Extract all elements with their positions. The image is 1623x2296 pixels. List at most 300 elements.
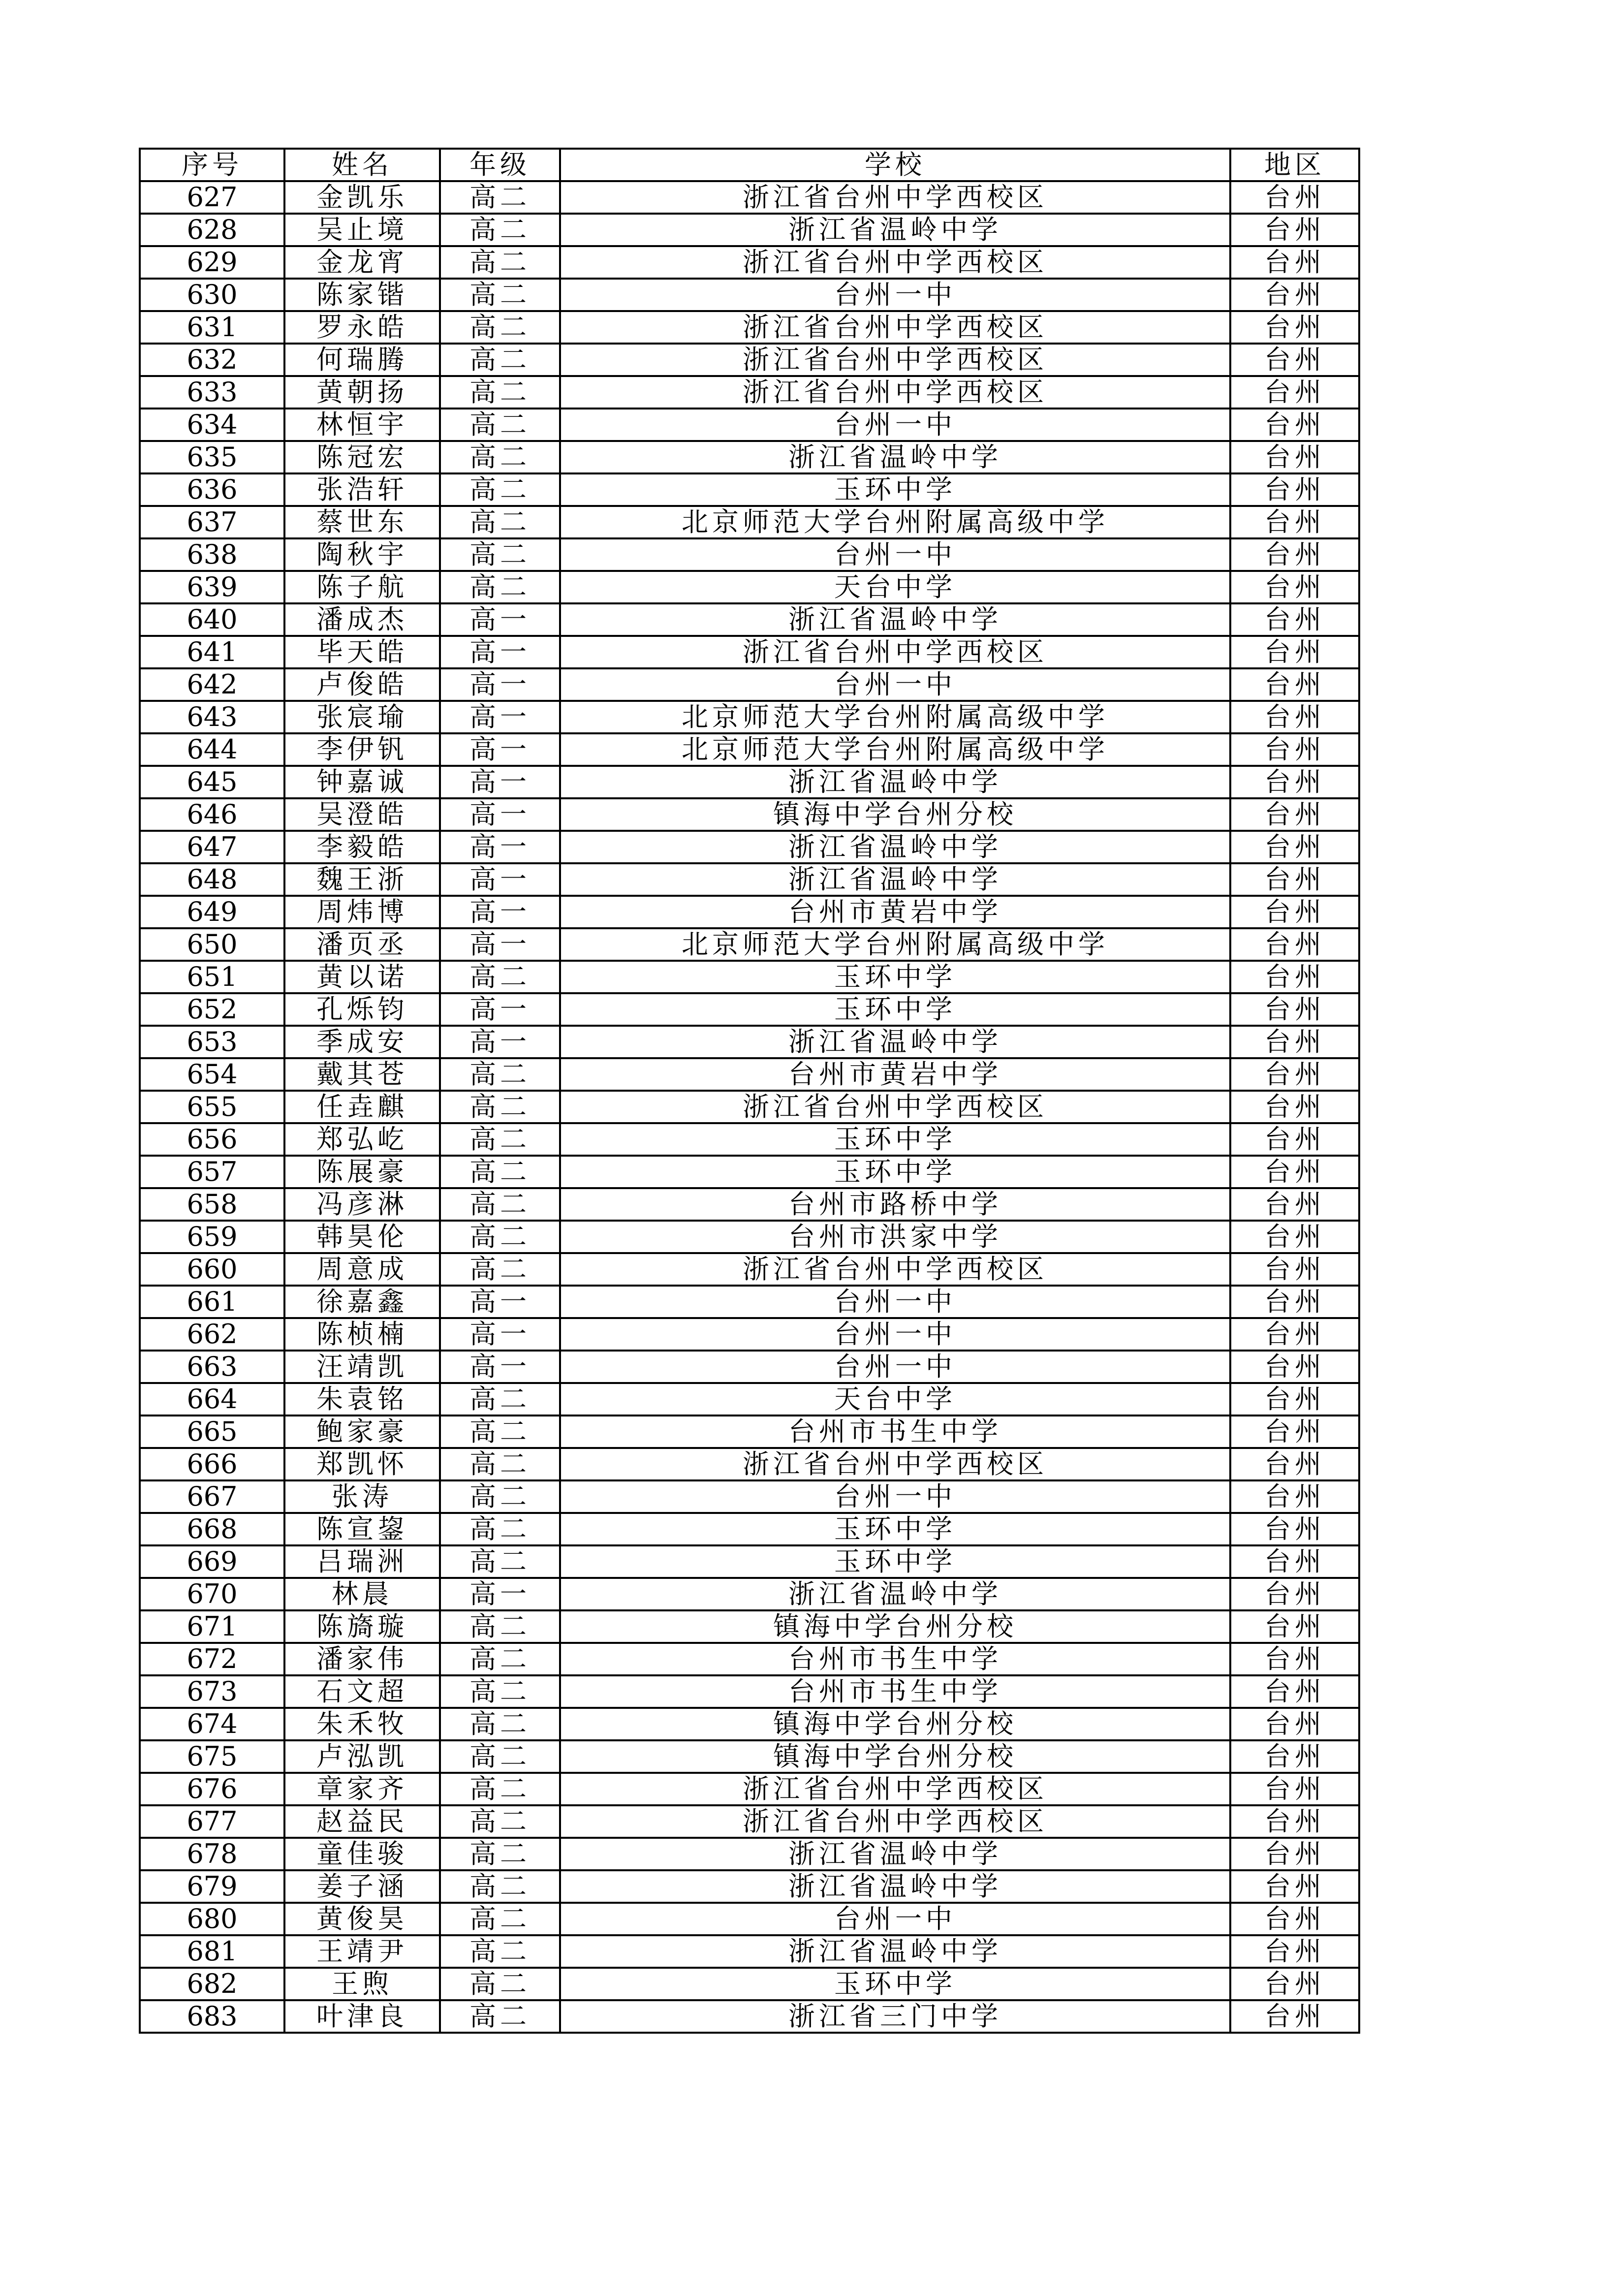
cell-region: 台州 <box>1230 2000 1359 2033</box>
cell-grade: 高二 <box>440 1480 560 1513</box>
cell-school: 浙江省三门中学 <box>560 2000 1230 2033</box>
cell-region: 台州 <box>1230 1513 1359 1545</box>
cell-school: 玉环中学 <box>560 1513 1230 1545</box>
table-body <box>140 181 1359 2033</box>
student-list-table <box>139 148 1360 2034</box>
cell-grade: 高一 <box>440 863 560 896</box>
table-row <box>140 214 1359 246</box>
cell-name: 童佳骏 <box>284 1838 440 1870</box>
table-row <box>140 766 1359 798</box>
table-row <box>140 311 1359 344</box>
table-row <box>140 928 1359 961</box>
cell-region: 台州 <box>1230 603 1359 636</box>
cell-grade: 高一 <box>440 798 560 831</box>
cell-grade: 高一 <box>440 1026 560 1058</box>
table-row <box>140 1415 1359 1448</box>
cell-grade: 高一 <box>440 1578 560 1610</box>
table-row <box>140 1058 1359 1091</box>
cell-school: 台州市书生中学 <box>560 1643 1230 1675</box>
cell-region: 台州 <box>1230 1545 1359 1578</box>
cell-region: 台州 <box>1230 344 1359 376</box>
cell-name: 黄以诺 <box>284 961 440 993</box>
cell-no: 640 <box>140 603 284 636</box>
table-row <box>140 1610 1359 1643</box>
table-row <box>140 1838 1359 1870</box>
cell-region: 台州 <box>1230 311 1359 344</box>
cell-grade: 高二 <box>440 1123 560 1156</box>
table-row <box>140 246 1359 279</box>
cell-name: 任垚麒 <box>284 1091 440 1123</box>
cell-name: 陈冠宏 <box>284 441 440 473</box>
cell-school: 玉环中学 <box>560 1123 1230 1156</box>
cell-grade: 高一 <box>440 993 560 1026</box>
cell-name: 金凯乐 <box>284 181 440 214</box>
cell-no: 652 <box>140 993 284 1026</box>
cell-region: 台州 <box>1230 733 1359 766</box>
cell-region: 台州 <box>1230 1610 1359 1643</box>
cell-grade: 高一 <box>440 1286 560 1318</box>
table-row <box>140 571 1359 603</box>
table-row <box>140 1643 1359 1675</box>
table-row <box>140 376 1359 409</box>
cell-name: 黄朝扬 <box>284 376 440 409</box>
cell-name: 潘页丞 <box>284 928 440 961</box>
cell-region: 台州 <box>1230 538 1359 571</box>
cell-no: 646 <box>140 798 284 831</box>
cell-no: 635 <box>140 441 284 473</box>
cell-region: 台州 <box>1230 473 1359 506</box>
cell-name: 陈子航 <box>284 571 440 603</box>
table-row <box>140 1286 1359 1318</box>
table-row <box>140 441 1359 473</box>
cell-name: 蔡世东 <box>284 506 440 538</box>
cell-school: 浙江省温岭中学 <box>560 766 1230 798</box>
cell-school: 浙江省台州中学西校区 <box>560 311 1230 344</box>
cell-name: 韩昊伦 <box>284 1221 440 1253</box>
cell-name: 叶津良 <box>284 2000 440 2033</box>
cell-region: 台州 <box>1230 1383 1359 1415</box>
table-row <box>140 1545 1359 1578</box>
cell-no: 648 <box>140 863 284 896</box>
cell-school: 浙江省温岭中学 <box>560 1578 1230 1610</box>
table-row <box>140 668 1359 701</box>
cell-no: 637 <box>140 506 284 538</box>
cell-grade: 高一 <box>440 831 560 863</box>
cell-name: 钟嘉诚 <box>284 766 440 798</box>
cell-region: 台州 <box>1230 506 1359 538</box>
cell-name: 王煦 <box>284 1968 440 2000</box>
cell-region: 台州 <box>1230 1415 1359 1448</box>
cell-school: 浙江省温岭中学 <box>560 214 1230 246</box>
cell-no: 647 <box>140 831 284 863</box>
table-row <box>140 1513 1359 1545</box>
cell-grade: 高一 <box>440 701 560 733</box>
cell-no: 642 <box>140 668 284 701</box>
cell-school: 浙江省台州中学西校区 <box>560 246 1230 279</box>
cell-grade: 高二 <box>440 1415 560 1448</box>
header-region: 地区 <box>1230 149 1359 181</box>
cell-school: 台州一中 <box>560 279 1230 311</box>
cell-grade: 高二 <box>440 311 560 344</box>
cell-name: 潘成杰 <box>284 603 440 636</box>
cell-grade: 高一 <box>440 733 560 766</box>
cell-grade: 高二 <box>440 246 560 279</box>
cell-no: 634 <box>140 409 284 441</box>
cell-grade: 高二 <box>440 344 560 376</box>
cell-grade: 高二 <box>440 506 560 538</box>
cell-school: 北京师范大学台州附属高级中学 <box>560 928 1230 961</box>
cell-region: 台州 <box>1230 571 1359 603</box>
cell-no: 650 <box>140 928 284 961</box>
table-row <box>140 1188 1359 1221</box>
table-row <box>140 636 1359 668</box>
cell-region: 台州 <box>1230 1351 1359 1383</box>
cell-grade: 高二 <box>440 1740 560 1773</box>
cell-no: 671 <box>140 1610 284 1643</box>
cell-region: 台州 <box>1230 279 1359 311</box>
cell-school: 台州一中 <box>560 668 1230 701</box>
cell-name: 李伊钒 <box>284 733 440 766</box>
cell-grade: 高二 <box>440 473 560 506</box>
cell-no: 654 <box>140 1058 284 1091</box>
cell-region: 台州 <box>1230 798 1359 831</box>
cell-region: 台州 <box>1230 214 1359 246</box>
cell-school: 浙江省温岭中学 <box>560 1838 1230 1870</box>
cell-region: 台州 <box>1230 928 1359 961</box>
cell-grade: 高二 <box>440 409 560 441</box>
cell-grade: 高二 <box>440 1610 560 1643</box>
cell-grade: 高二 <box>440 214 560 246</box>
table-row <box>140 1773 1359 1805</box>
cell-region: 台州 <box>1230 863 1359 896</box>
cell-region: 台州 <box>1230 1968 1359 2000</box>
cell-no: 629 <box>140 246 284 279</box>
cell-region: 台州 <box>1230 1870 1359 1903</box>
cell-grade: 高二 <box>440 1805 560 1838</box>
cell-school: 玉环中学 <box>560 473 1230 506</box>
table-row <box>140 409 1359 441</box>
cell-no: 644 <box>140 733 284 766</box>
cell-region: 台州 <box>1230 1286 1359 1318</box>
cell-school: 北京师范大学台州附属高级中学 <box>560 701 1230 733</box>
cell-school: 浙江省台州中学西校区 <box>560 1805 1230 1838</box>
cell-region: 台州 <box>1230 1156 1359 1188</box>
cell-no: 645 <box>140 766 284 798</box>
cell-grade: 高二 <box>440 1675 560 1708</box>
cell-school: 台州市书生中学 <box>560 1415 1230 1448</box>
table-row <box>140 279 1359 311</box>
cell-no: 633 <box>140 376 284 409</box>
cell-region: 台州 <box>1230 1448 1359 1480</box>
cell-no: 675 <box>140 1740 284 1773</box>
table-row <box>140 506 1359 538</box>
cell-school: 天台中学 <box>560 1383 1230 1415</box>
cell-school: 台州一中 <box>560 1351 1230 1383</box>
cell-no: 661 <box>140 1286 284 1318</box>
cell-name: 林晨 <box>284 1578 440 1610</box>
cell-name: 鲍家豪 <box>284 1415 440 1448</box>
cell-school: 北京师范大学台州附属高级中学 <box>560 506 1230 538</box>
cell-region: 台州 <box>1230 896 1359 928</box>
cell-name: 陶秋宇 <box>284 538 440 571</box>
cell-no: 674 <box>140 1708 284 1740</box>
table-row <box>140 1578 1359 1610</box>
cell-name: 郑弘屹 <box>284 1123 440 1156</box>
cell-name: 朱禾牧 <box>284 1708 440 1740</box>
cell-name: 吴止境 <box>284 214 440 246</box>
cell-no: 658 <box>140 1188 284 1221</box>
cell-no: 636 <box>140 473 284 506</box>
cell-no: 669 <box>140 1545 284 1578</box>
cell-no: 639 <box>140 571 284 603</box>
table-row <box>140 1708 1359 1740</box>
cell-school: 台州市书生中学 <box>560 1675 1230 1708</box>
table-row <box>140 1740 1359 1773</box>
cell-no: 677 <box>140 1805 284 1838</box>
cell-school: 镇海中学台州分校 <box>560 1610 1230 1643</box>
cell-region: 台州 <box>1230 1221 1359 1253</box>
cell-name: 卢俊皓 <box>284 668 440 701</box>
cell-no: 657 <box>140 1156 284 1188</box>
cell-name: 陈旖璇 <box>284 1610 440 1643</box>
cell-name: 冯彦淋 <box>284 1188 440 1221</box>
cell-name: 陈家锴 <box>284 279 440 311</box>
table-row <box>140 1221 1359 1253</box>
cell-grade: 高二 <box>440 1643 560 1675</box>
cell-name: 周炜博 <box>284 896 440 928</box>
cell-no: 676 <box>140 1773 284 1805</box>
cell-grade: 高二 <box>440 1870 560 1903</box>
cell-no: 643 <box>140 701 284 733</box>
cell-grade: 高二 <box>440 1221 560 1253</box>
cell-region: 台州 <box>1230 831 1359 863</box>
cell-name: 陈展豪 <box>284 1156 440 1188</box>
table-row <box>140 1805 1359 1838</box>
cell-name: 王靖尹 <box>284 1935 440 1968</box>
cell-grade: 高二 <box>440 1156 560 1188</box>
cell-grade: 高二 <box>440 1838 560 1870</box>
cell-region: 台州 <box>1230 1253 1359 1286</box>
table-row <box>140 1351 1359 1383</box>
cell-grade: 高二 <box>440 1188 560 1221</box>
table-row <box>140 896 1359 928</box>
cell-grade: 高二 <box>440 1448 560 1480</box>
cell-no: 681 <box>140 1935 284 1968</box>
table-row <box>140 1123 1359 1156</box>
cell-region: 台州 <box>1230 1935 1359 1968</box>
cell-no: 631 <box>140 311 284 344</box>
table-row <box>140 1675 1359 1708</box>
cell-region: 台州 <box>1230 1643 1359 1675</box>
cell-school: 天台中学 <box>560 571 1230 603</box>
cell-name: 戴其苍 <box>284 1058 440 1091</box>
cell-school: 镇海中学台州分校 <box>560 1740 1230 1773</box>
cell-name: 卢泓凯 <box>284 1740 440 1773</box>
cell-school: 镇海中学台州分校 <box>560 798 1230 831</box>
table-row <box>140 1870 1359 1903</box>
cell-no: 630 <box>140 279 284 311</box>
cell-region: 台州 <box>1230 1773 1359 1805</box>
cell-name: 潘家伟 <box>284 1643 440 1675</box>
cell-no: 678 <box>140 1838 284 1870</box>
cell-region: 台州 <box>1230 668 1359 701</box>
cell-grade: 高二 <box>440 1968 560 2000</box>
table-row <box>140 798 1359 831</box>
cell-school: 台州一中 <box>560 1480 1230 1513</box>
cell-school: 台州一中 <box>560 538 1230 571</box>
cell-school: 玉环中学 <box>560 993 1230 1026</box>
cell-region: 台州 <box>1230 246 1359 279</box>
cell-school: 台州一中 <box>560 1318 1230 1351</box>
cell-region: 台州 <box>1230 993 1359 1026</box>
cell-region: 台州 <box>1230 1188 1359 1221</box>
cell-name: 姜子涵 <box>284 1870 440 1903</box>
cell-no: 679 <box>140 1870 284 1903</box>
cell-grade: 高一 <box>440 928 560 961</box>
cell-school: 台州市洪家中学 <box>560 1221 1230 1253</box>
table-row <box>140 701 1359 733</box>
cell-name: 汪靖凯 <box>284 1351 440 1383</box>
cell-name: 石文超 <box>284 1675 440 1708</box>
cell-name: 赵益民 <box>284 1805 440 1838</box>
cell-name: 何瑞腾 <box>284 344 440 376</box>
cell-name: 吕瑞洲 <box>284 1545 440 1578</box>
cell-region: 台州 <box>1230 1578 1359 1610</box>
table-row <box>140 344 1359 376</box>
cell-school: 台州市黄岩中学 <box>560 896 1230 928</box>
cell-no: 672 <box>140 1643 284 1675</box>
cell-name: 张浩轩 <box>284 473 440 506</box>
cell-region: 台州 <box>1230 1123 1359 1156</box>
table-row <box>140 1968 1359 2000</box>
table-row <box>140 603 1359 636</box>
cell-school: 浙江省台州中学西校区 <box>560 1773 1230 1805</box>
cell-no: 663 <box>140 1351 284 1383</box>
cell-name: 章家齐 <box>284 1773 440 1805</box>
cell-grade: 高二 <box>440 441 560 473</box>
table-row <box>140 733 1359 766</box>
cell-school: 浙江省台州中学西校区 <box>560 1448 1230 1480</box>
table-row <box>140 1935 1359 1968</box>
cell-no: 632 <box>140 344 284 376</box>
table-row <box>140 1091 1359 1123</box>
cell-name: 林恒宇 <box>284 409 440 441</box>
cell-no: 653 <box>140 1026 284 1058</box>
cell-no: 655 <box>140 1091 284 1123</box>
table-row <box>140 961 1359 993</box>
cell-no: 682 <box>140 1968 284 2000</box>
cell-school: 浙江省台州中学西校区 <box>560 376 1230 409</box>
cell-grade: 高二 <box>440 1903 560 1935</box>
cell-no: 664 <box>140 1383 284 1415</box>
cell-region: 台州 <box>1230 376 1359 409</box>
table-row <box>140 863 1359 896</box>
cell-grade: 高二 <box>440 1253 560 1286</box>
cell-region: 台州 <box>1230 961 1359 993</box>
cell-school: 台州一中 <box>560 1286 1230 1318</box>
cell-school: 浙江省台州中学西校区 <box>560 1253 1230 1286</box>
cell-grade: 高二 <box>440 1513 560 1545</box>
header-name: 姓名 <box>284 149 440 181</box>
cell-grade: 高一 <box>440 603 560 636</box>
cell-name: 金龙宵 <box>284 246 440 279</box>
cell-region: 台州 <box>1230 181 1359 214</box>
cell-region: 台州 <box>1230 409 1359 441</box>
cell-name: 陈桢楠 <box>284 1318 440 1351</box>
table-row <box>140 1156 1359 1188</box>
cell-no: 666 <box>140 1448 284 1480</box>
cell-grade: 高二 <box>440 1091 560 1123</box>
cell-school: 浙江省台州中学西校区 <box>560 1091 1230 1123</box>
cell-name: 李毅皓 <box>284 831 440 863</box>
table-row <box>140 538 1359 571</box>
table-row <box>140 181 1359 214</box>
cell-region: 台州 <box>1230 1026 1359 1058</box>
cell-no: 651 <box>140 961 284 993</box>
table-row <box>140 1026 1359 1058</box>
table-row <box>140 1383 1359 1415</box>
cell-region: 台州 <box>1230 1480 1359 1513</box>
table-row <box>140 1253 1359 1286</box>
cell-no: 668 <box>140 1513 284 1545</box>
cell-grade: 高一 <box>440 896 560 928</box>
cell-region: 台州 <box>1230 766 1359 798</box>
cell-grade: 高二 <box>440 2000 560 2033</box>
cell-school: 浙江省台州中学西校区 <box>560 344 1230 376</box>
cell-no: 680 <box>140 1903 284 1935</box>
table-row <box>140 1903 1359 1935</box>
cell-region: 台州 <box>1230 1675 1359 1708</box>
cell-region: 台州 <box>1230 1318 1359 1351</box>
cell-no: 628 <box>140 214 284 246</box>
cell-no: 683 <box>140 2000 284 2033</box>
cell-grade: 高二 <box>440 376 560 409</box>
cell-school: 台州市黄岩中学 <box>560 1058 1230 1091</box>
cell-name: 吴澄皓 <box>284 798 440 831</box>
cell-school: 台州一中 <box>560 1903 1230 1935</box>
cell-region: 台州 <box>1230 1903 1359 1935</box>
cell-region: 台州 <box>1230 441 1359 473</box>
cell-name: 徐嘉鑫 <box>284 1286 440 1318</box>
table-row <box>140 831 1359 863</box>
header-grade: 年级 <box>440 149 560 181</box>
cell-no: 649 <box>140 896 284 928</box>
cell-school: 玉环中学 <box>560 961 1230 993</box>
cell-name: 罗永皓 <box>284 311 440 344</box>
cell-region: 台州 <box>1230 1058 1359 1091</box>
cell-grade: 高二 <box>440 1545 560 1578</box>
cell-name: 孔烁钧 <box>284 993 440 1026</box>
cell-school: 台州市路桥中学 <box>560 1188 1230 1221</box>
header-no: 序号 <box>140 149 284 181</box>
cell-region: 台州 <box>1230 1740 1359 1773</box>
cell-school: 浙江省温岭中学 <box>560 1935 1230 1968</box>
cell-grade: 高二 <box>440 1773 560 1805</box>
cell-no: 667 <box>140 1480 284 1513</box>
cell-region: 台州 <box>1230 1838 1359 1870</box>
cell-no: 673 <box>140 1675 284 1708</box>
cell-school: 台州一中 <box>560 409 1230 441</box>
cell-no: 641 <box>140 636 284 668</box>
cell-school: 镇海中学台州分校 <box>560 1708 1230 1740</box>
cell-school: 浙江省温岭中学 <box>560 603 1230 636</box>
cell-name: 张宸瑜 <box>284 701 440 733</box>
cell-grade: 高一 <box>440 1318 560 1351</box>
cell-school: 北京师范大学台州附属高级中学 <box>560 733 1230 766</box>
cell-region: 台州 <box>1230 1708 1359 1740</box>
cell-school: 玉环中学 <box>560 1545 1230 1578</box>
cell-grade: 高二 <box>440 1383 560 1415</box>
